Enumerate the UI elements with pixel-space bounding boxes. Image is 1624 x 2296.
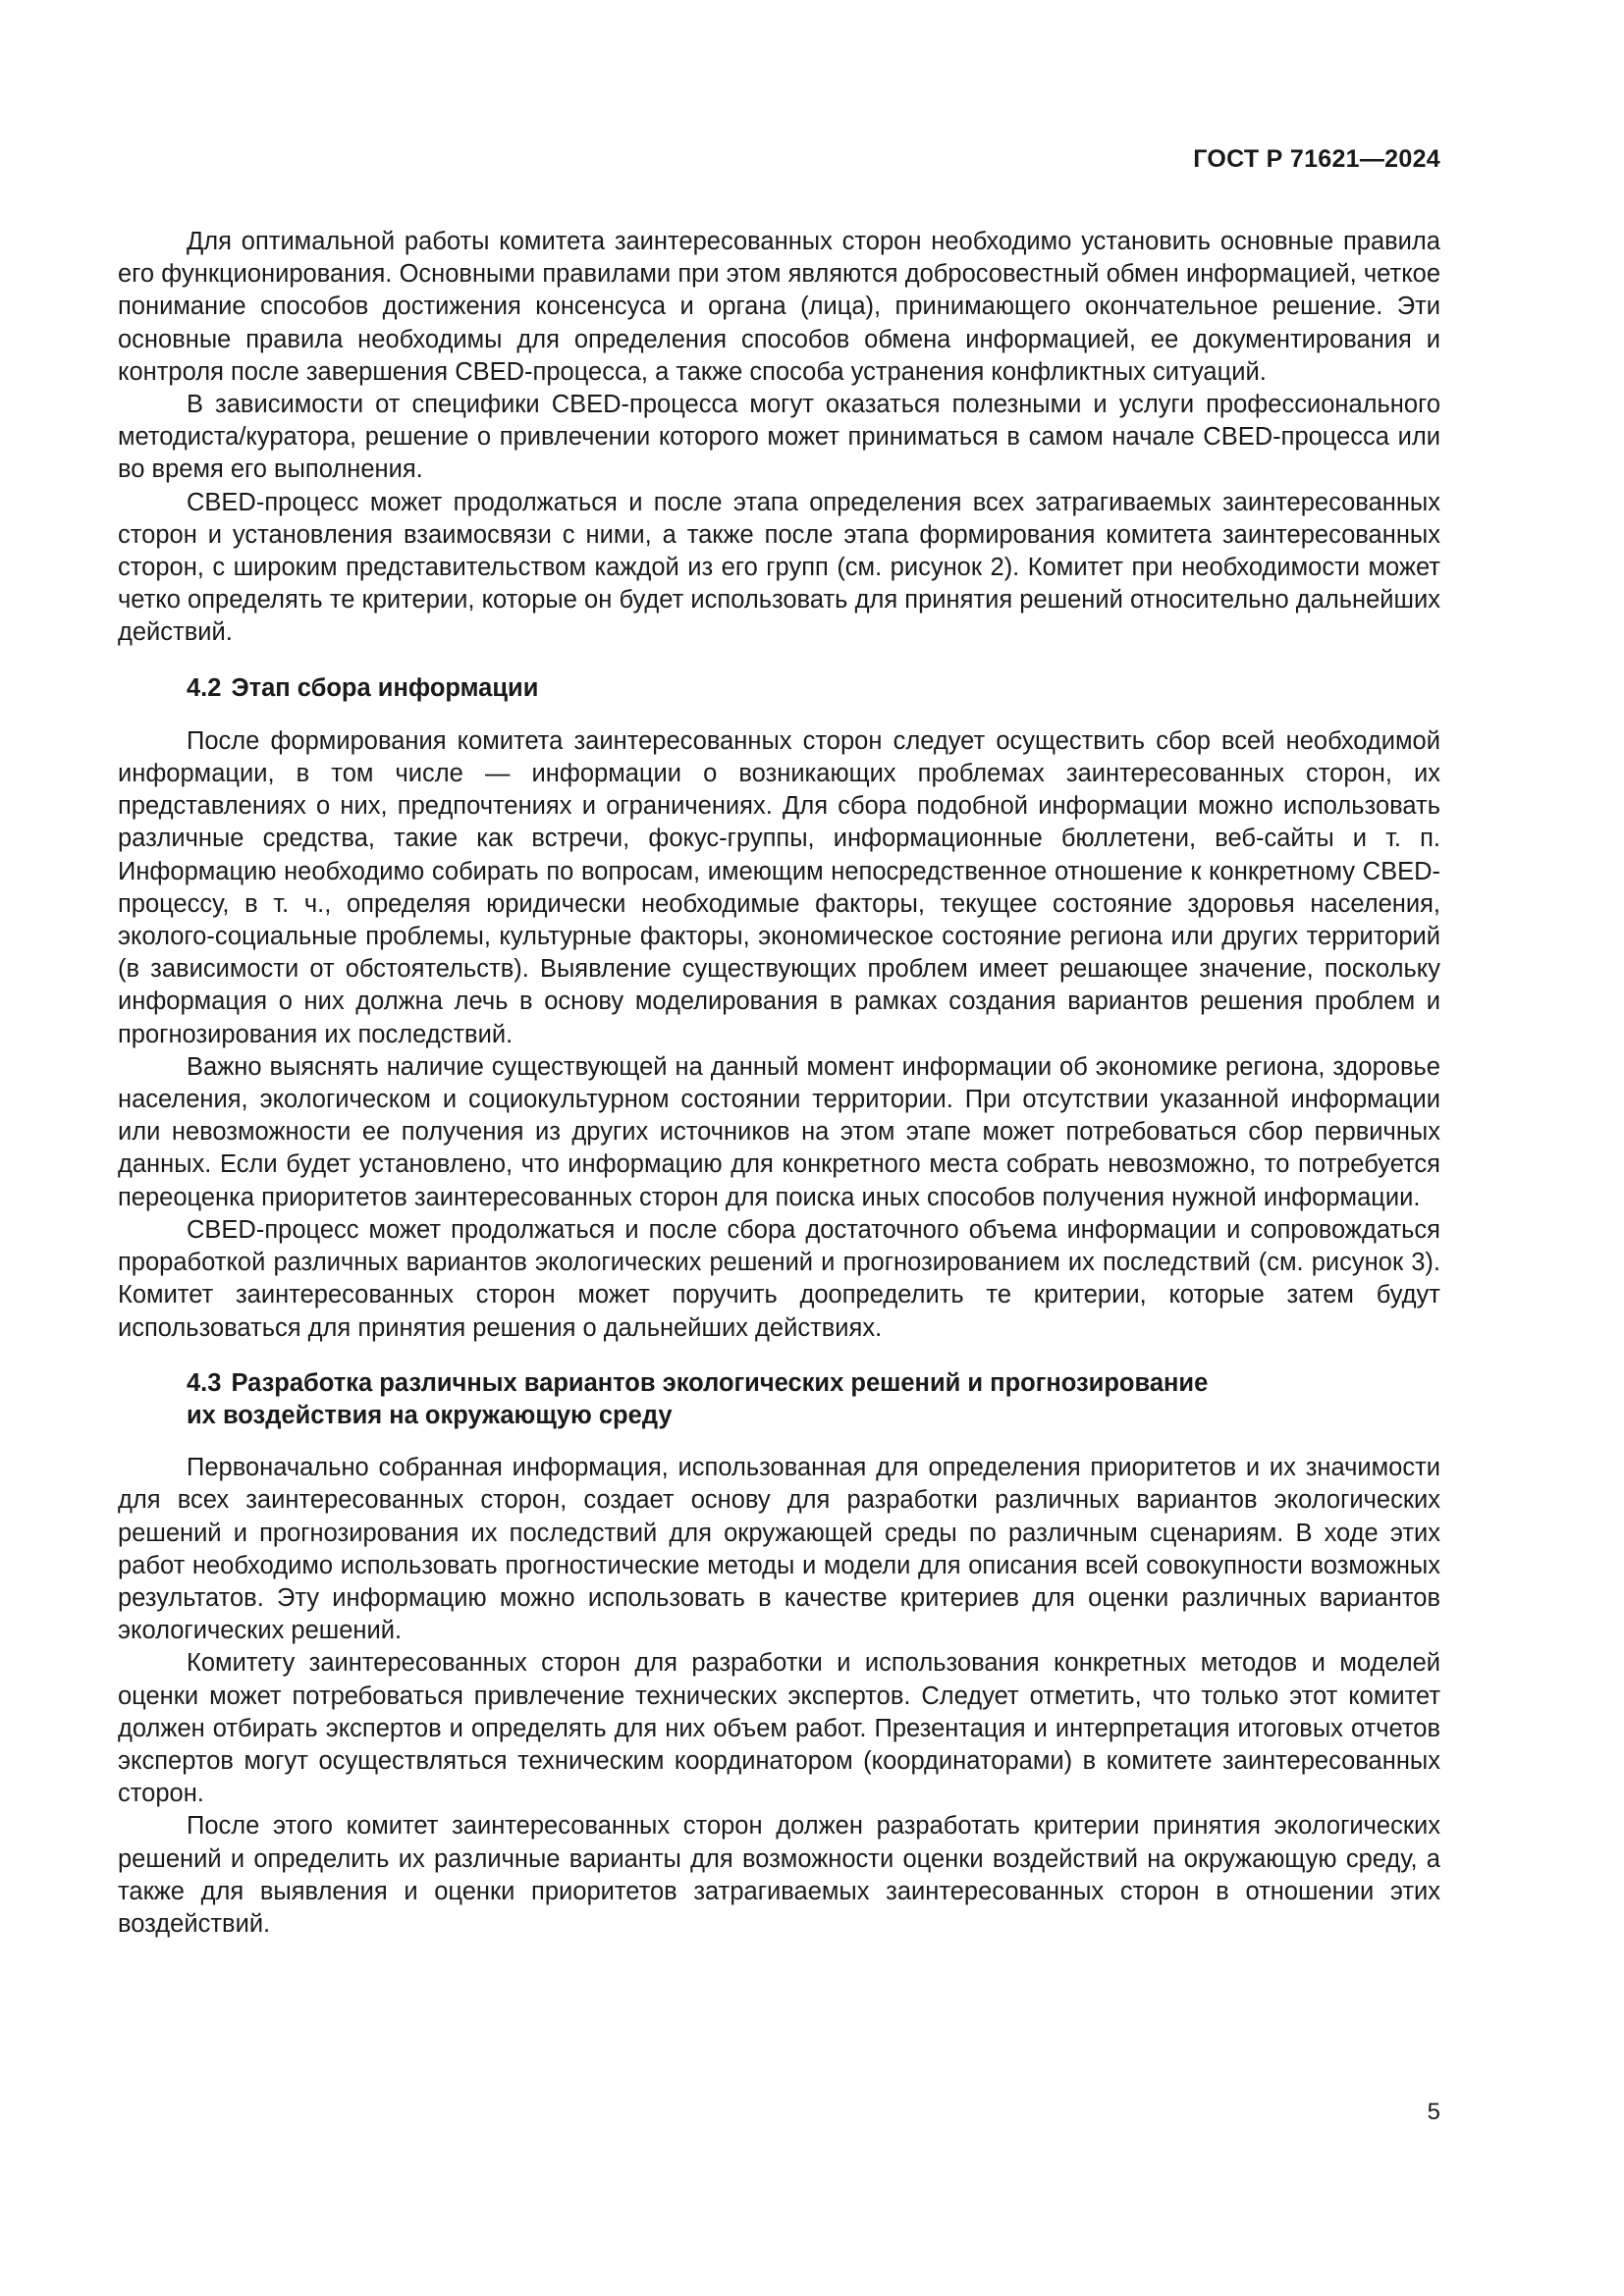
section-heading-4-3 <box>118 1367 1440 1432</box>
document-body <box>118 226 1440 1941</box>
paragraph: Важно выяснять наличие существующей на данный момент информации об экономике региона, здоровье населения, экологическом и социокультурном состоянии территории. При отсутствии указанной информации или невозможности ее получения из других источников на этом этапе может потребоваться сбор первичных данных. Если будет установлено, что информацию для конкретного места собрать невозможно, то потребуется переоценка приоритетов заинтересованных сторон для поиска иных способов получения нужной информации. <box>118 1052 1440 1211</box>
paragraph: После формирования комитета заинтересованных сторон следует осуществить сбор всей необходимой информации, в том числе — информации о возникающих проблемах заинтересованных сторон, их представлениях о них, предпочтениях и ограничениях. Для сбора подобной информации можно использовать различные средства, такие как встречи, фокус-группы, информационные бюллетени, веб-сайты и т. п. Информацию необходимо собирать по вопросам, имеющим непосредственное отношение к конкретному CBED-процессу, в т. ч., определяя юридически необходимые факторы, текущее состояние здоровья населения, эколого-социальные проблемы, культурные факторы, экономическое состояние региона или других территорий (в зависимости от обстоятельств). Выявление существующих проблем имеет решающее значение, поскольку информация о них должна лечь в основу моделирования в рамках создания вариантов решения проблем и прогнозирования их последствий. <box>118 726 1440 1048</box>
paragraph: CBED-процесс может продолжаться и после этапа определения всех затрагиваемых заинтересованных сторон и установления взаимосвязи с ними, а также после этапа формирования комитета заинтересованных сторон, с широким представительством каждой из его групп (см. рисунок 2). Комитет при необходимости может четко определять те критерии, которые он будет использовать для принятия решений относительно дальнейших действий. <box>118 488 1440 647</box>
section-number: 4.3 <box>187 1368 222 1397</box>
section-title: Этап сбора информации <box>231 673 539 702</box>
paragraph: CBED-процесс может продолжаться и после сбора достаточного объема информации и сопровождаться проработкой различных вариантов экологических решений и прогнозированием их последствий (см. рисунок 3). Комитет заинтересованных сторон может поручить доопределить те критерии, которые затем будут использоваться для принятия решения о дальнейших действиях. <box>118 1215 1440 1342</box>
section-title-line-1: Разработка различных вариантов экологических решений и прогнозирование <box>231 1368 1209 1397</box>
paragraph: В зависимости от специфики CBED-процесса могут оказаться полезными и услуги профессионального методиста/куратора, решение о привлечении которого может приниматься в самом начале CBED-процесса или во время его выполнения. <box>118 391 1440 484</box>
paragraph: Комитету заинтересованных сторон для разработки и использования конкретных методов и моделей оценки может потребоваться привлечение технических экспертов. Следует отметить, что только этот комитет должен отбирать экспертов и определять для них объем работ. Презентация и интерпретация итоговых отчетов экспертов могут осуществляться техническим координатором (координаторами) в комитете заинтересованных сторон. <box>118 1649 1440 1808</box>
section-title-line-2: их воздействия на окружающую среду <box>187 1401 673 1429</box>
paragraph: После этого комитет заинтересованных сторон должен разработать критерии принятия экологических решений и определить их различные варианты для возможности оценки воздействий на окружающую среду, а также для выявления и оценки приоритетов затрагиваемых заинтересованных сторон в отношении этих воздействий. <box>118 1812 1440 1938</box>
page-number: 5 <box>1427 2099 1440 2125</box>
section-number: 4.2 <box>187 673 222 702</box>
paragraph: Первоначально собранная информация, использованная для определения приоритетов и их значимости для всех заинтересованных сторон, создает основу для разработки различных вариантов экологических решений и прогнозирования их последствий для окружающей среды по различным сценариям. В ходе этих работ необходимо использовать прогностические методы и модели для описания всей совокупности возможных результатов. Эту информацию можно использовать в качестве критериев для оценки различных вариантов экологических решений. <box>118 1454 1440 1645</box>
paragraph: Для оптимальной работы комитета заинтересованных сторон необходимо установить основные правила его функционирования. Основными правилами при этом являются добросовестный обмен информацией, четкое понимание способов достижения консенсуса и органа (лица), принимающего окончательное решение. Эти основные правила необходимы для определения способов обмена информацией, ее документирования и контроля после завершения CBED-процесса, а также способа устранения конфликтных ситуаций. <box>118 228 1440 386</box>
section-heading-4-2 <box>118 672 1440 705</box>
section-heading-line-1 <box>187 1367 1440 1400</box>
document-code: ГОСТ Р 71621—2024 <box>1193 145 1440 173</box>
